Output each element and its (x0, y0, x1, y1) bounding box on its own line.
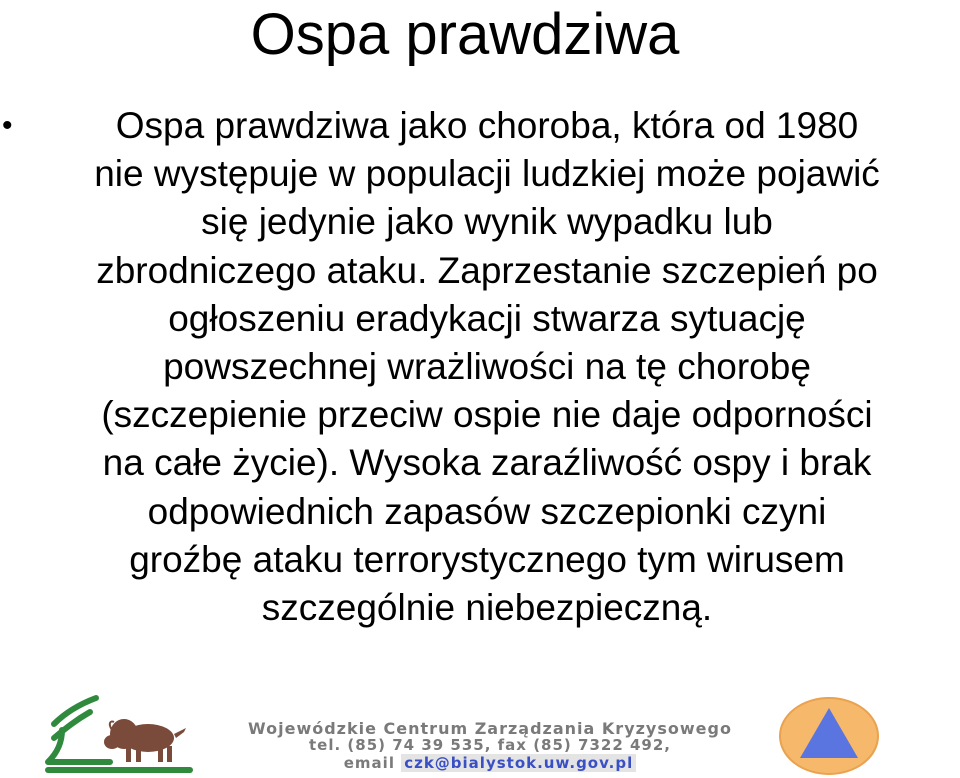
paragraph-line: się jedynie jako wynik wypadku lub (201, 201, 773, 243)
paragraph-line: powszechnej wrażliwości na tę chorobę (163, 346, 811, 388)
footer (0, 688, 960, 778)
email-label: email (343, 754, 395, 772)
email-line (205, 754, 775, 772)
civil-defense-triangle-icon (778, 696, 880, 776)
paragraph-line: (szczepienie przeciw ospie nie daje odporności (101, 394, 873, 436)
paragraph-line: nie występuje w populacji ludzkiej może pojawić (94, 153, 880, 195)
paragraph-line: groźbę ataku terrorystycznego tym wirusem (129, 538, 845, 580)
paragraph-line: zbrodniczego ataku. Zaprzestanie szczepień po (96, 249, 878, 291)
footer-contact-block (205, 720, 775, 772)
bison-forest-logo-icon (40, 690, 200, 776)
paragraph-line: szczególnie niebezpieczną. (261, 587, 713, 629)
email-link[interactable]: czk@bialystok.uw.gov.pl (401, 754, 636, 772)
bullet-paragraph (18, 102, 956, 632)
paragraph-line: ogłoszeniu eradykacji stwarza sytuację (168, 297, 806, 339)
slide-title: Ospa prawdziwa (250, 2, 680, 67)
bullet-dot: • (2, 109, 13, 142)
phone-fax-line: tel. (85) 74 39 535, fax (85) 7322 492, (309, 736, 671, 754)
paragraph-line: na całe życie). Wysoka zaraźliwość ospy i brak (102, 442, 872, 484)
organization-name: Wojewódzkie Centrum Zarządzania Kryzysowego (248, 719, 732, 738)
paragraph-line: odpowiednich zapasów szczepionki czyni (147, 490, 827, 532)
paragraph-line: Ospa prawdziwa jako choroba, która od 1980 (115, 105, 859, 146)
